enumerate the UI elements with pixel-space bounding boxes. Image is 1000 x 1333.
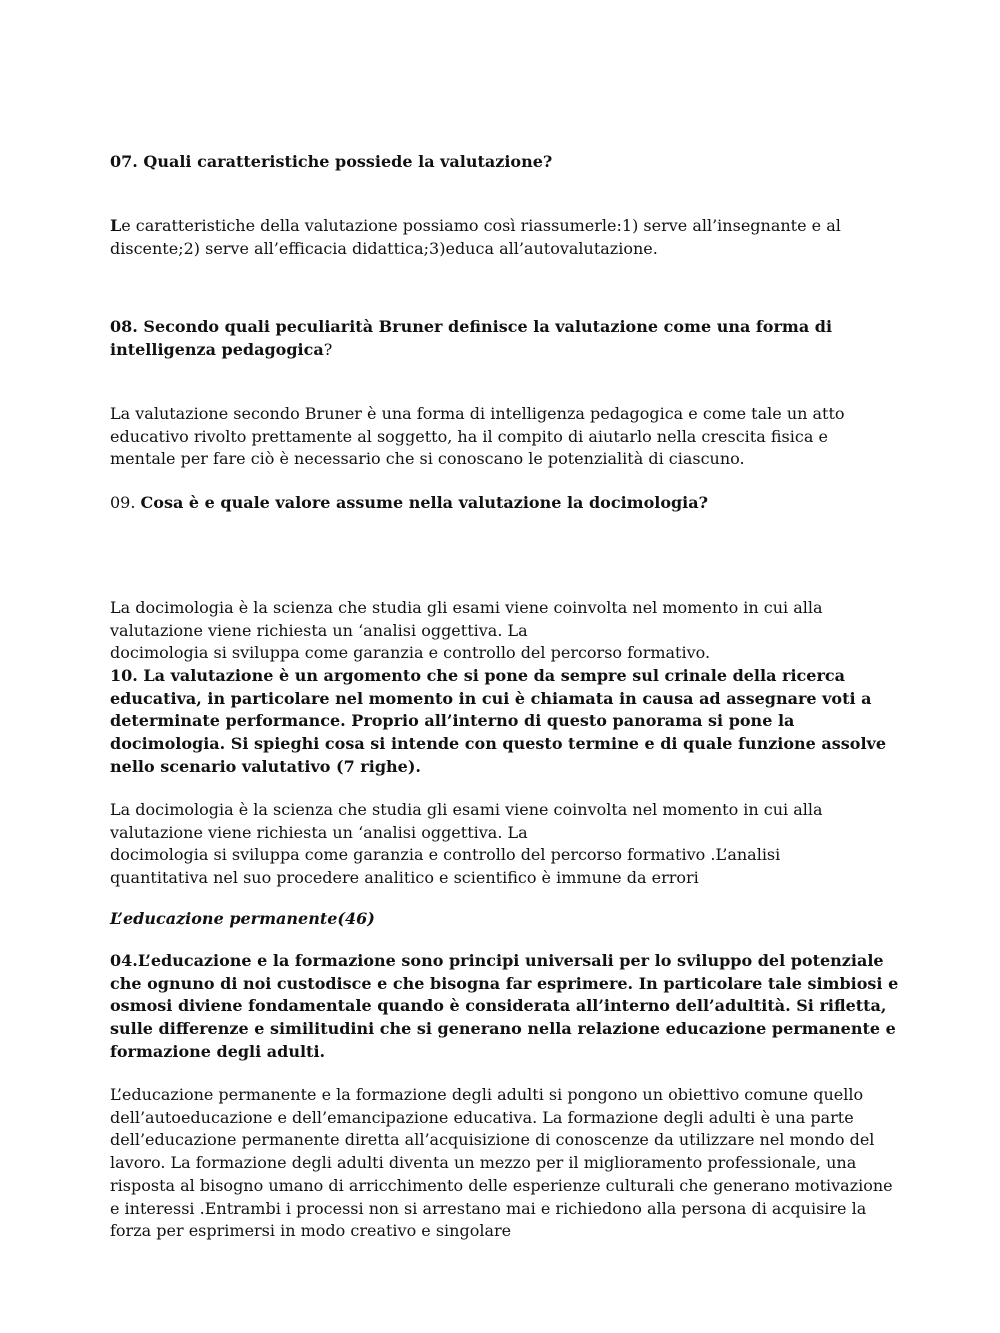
question-07: 07. Quali caratteristiche possiede la valutazione? — [110, 152, 553, 171]
question-09 — [110, 492, 900, 515]
answer-09 — [110, 597, 900, 665]
answer-07 — [110, 215, 900, 260]
question-08 — [110, 316, 900, 361]
answer-07-initial: L — [110, 216, 122, 235]
answer-08-line: mentale per fare ciò è necessario che si conoscano le potenzialità di ciascuno. — [110, 449, 745, 469]
answer-10-line: docimologia si sviluppa come garanzia e controllo del percorso formativo .L’analisi — [110, 845, 781, 865]
answer-10 — [110, 799, 900, 890]
answer-10-line: valutazione viene richiesta un ‘analisi oggettiva. La — [110, 822, 528, 842]
question-10: 10. La valutazione è un argomento che si pone da sempre sul crinale della ricerca educativa, in particolare nel momento in cui è chiamata in causa ad assegnare voti a determinate performance. Proprio all’interno di questo panorama si pone la docimologia. Si spieghi cosa si intende con questo termine e di quale funzione assolve nello scenario valutativo (7 righe). — [110, 666, 887, 776]
question-09-text: Cosa è e quale valore assume nella valutazione la docimologia? — [140, 493, 708, 512]
question-09-number: 09. — [110, 493, 141, 512]
answer-08 — [110, 403, 900, 471]
section-heading: L’educazione permanente(46) — [110, 909, 375, 928]
question-08-text: 08. Secondo quali peculiarità Bruner definisce la valutazione come una forma di intelligenza pedagogica — [110, 317, 833, 359]
document-page — [110, 0, 900, 1333]
answer-09-line: docimologia si sviluppa come garanzia e controllo del percorso formativo. — [110, 643, 711, 663]
answer-10-line: La docimologia è la scienza che studia gli esami viene coinvolta nel momento in cui alla — [110, 800, 823, 819]
answer-08-line: La valutazione secondo Bruner è una forma di intelligenza pedagogica e come tale un atto — [110, 404, 845, 423]
answer-09-line: valutazione viene richiesta un ‘analisi oggettiva. La — [110, 620, 528, 640]
question-08-mark: ? — [323, 339, 333, 359]
answer-07-text: e caratteristiche della valutazione possiamo così riassumerle:1) serve all’insegnante e al discente;2) serve all’efficacia didattica;3)educa all’autovalutazione. — [110, 216, 841, 258]
answer-08-line: educativo rivolto prettamente al soggetto, ha il compito di aiutarlo nella crescita fisica e — [110, 426, 828, 446]
question-04: 04.L’educazione e la formazione sono principi universali per lo sviluppo del potenziale che ognuno di noi custodisce e che bisogna far esprimere. In particolare tale simbiosi e osmosi diviene fondamentale quando è considerata all’interno dell’adultità. Si rifletta, sulle differenze e similitudini che si generano nella relazione educazione permanente e formazione degli adulti. — [110, 951, 899, 1061]
answer-04: L’educazione permanente e la formazione degli adulti si pongono un obiettivo comune quello dell’autoeducazione e dell’emancipazione educativa. La formazione degli adulti è una parte dell’educazione permanente diretta all’acquisizione di conoscenze da utilizzare nel mondo del lavoro. La formazione degli adulti diventa un mezzo per il miglioramento professionale, una risposta al bisogno umano di arricchimento delle esperienze culturali che generano motivazione e interessi .Entrambi i processi non si arrestano mai e richiedono alla persona di acquisire la forza per esprimersi in modo creativo e singolare — [110, 1085, 893, 1241]
answer-10-line: quantitativa nel suo procedere analitico e scientifico è immune da errori — [110, 868, 699, 888]
answer-09-line: La docimologia è la scienza che studia gli esami viene coinvolta nel momento in cui alla — [110, 598, 823, 617]
